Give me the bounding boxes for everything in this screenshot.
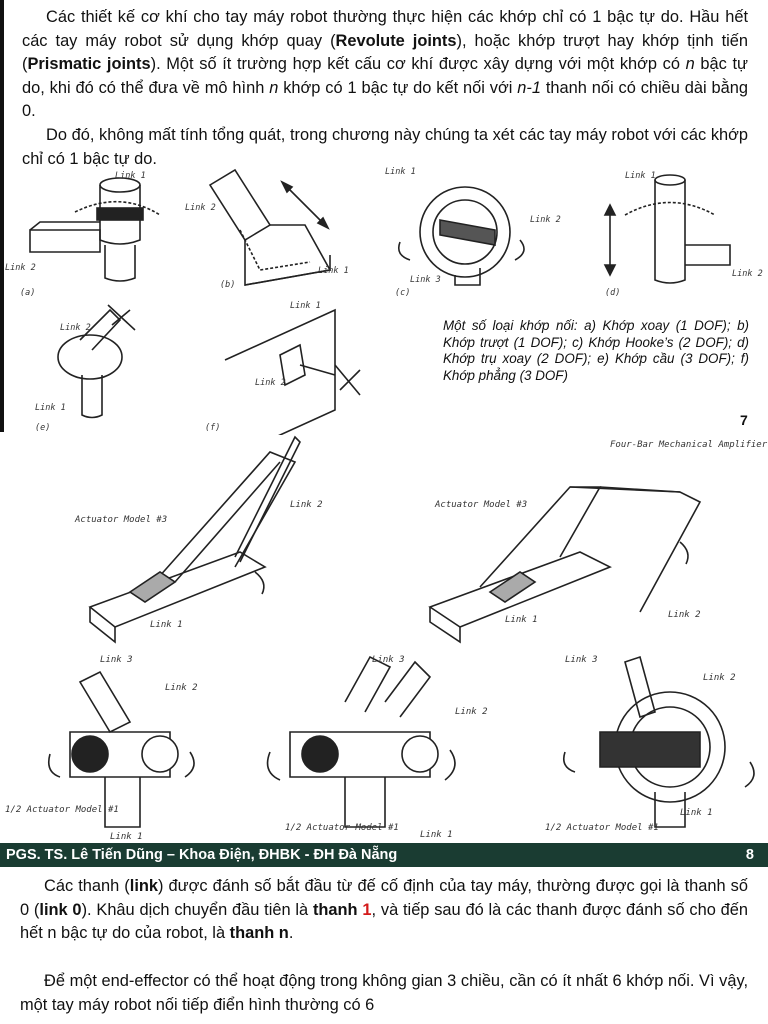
page-number-7: 7	[740, 412, 748, 428]
label-h1-actuator: 1/2 Actuator Model #1	[5, 805, 119, 815]
spherical-joint-drawing	[58, 305, 135, 418]
label-c-link3: Link 3	[410, 275, 441, 285]
paragraph-end-effector: Để một end-effector có thể hoạt động trong không gian 3 chiều, cần có ít nhất 6 khớp nối. Vì vậy, một tay máy robot nối tiếp điển hình thường có 6	[20, 972, 748, 1014]
label-d-link1: Link 1	[625, 171, 656, 181]
hooke-drawing-left	[49, 672, 194, 827]
label-h2-link1: Link 1	[420, 830, 453, 840]
label-b-link1: Link 1	[318, 266, 349, 276]
footer-author: PGS. TS. Lê Tiến Dũng – Khoa Điện, ĐHBK - ĐH Đà Nẵng	[6, 847, 398, 863]
label-right-link1: Link 1	[505, 615, 538, 625]
label-h3-link2: Link 2	[703, 673, 736, 683]
paragraph-joint-design: Các thiết kế cơ khí cho tay máy robot thường thực hiện các khớp chỉ có 1 bậc tự do. Hầu hết các tay máy robot sử dụng khớp quay (Revolute joints), hoặc khớp trượt hay khớp tịnh tiến (Prismatic joints). Một số ít trường hợp kết cấu cơ khí được xây dựng với một khớp có n bậc tự do, khi đó có thể đưa về mô hình n khớp có 1 bậc tự do kết nối với n-1 thanh nối có chiều dài bằng 0.	[22, 8, 749, 121]
label-a-link2: Link 2	[5, 263, 36, 273]
label-h2-link3: Link 3	[372, 655, 405, 665]
label-left-link1: Link 1	[150, 620, 183, 630]
label-b: (b)	[220, 280, 236, 290]
paragraph-link-numbering: Các thanh (link) được đánh số bắt đầu từ đế cố định của tay máy, thường được gọi là thanh số 0 (link 0). Khâu dịch chuyển đầu tiên là thanh 1, và tiếp sau đó là các thanh được đánh số cho đến hết n bậc tự do của robot, là thanh n.	[20, 877, 748, 943]
label-f: (f)	[205, 423, 221, 433]
label-a: (a)	[20, 288, 36, 298]
label-d: (d)	[605, 288, 621, 298]
label-f-link2: Link 2	[255, 378, 286, 388]
label-right-link2: Link 2	[668, 610, 701, 620]
label-h1-link1: Link 1	[110, 832, 143, 842]
label-h3-link1: Link 1	[680, 808, 713, 818]
revolute-joint-drawing	[30, 178, 160, 281]
linkage-drawing-right	[430, 487, 700, 642]
actuator-linkage-figure	[0, 432, 768, 842]
page-footer	[0, 843, 768, 867]
label-f-link1: Link 1	[290, 301, 321, 311]
label-left-actuator: Actuator Model #3	[75, 515, 168, 525]
cylindrical-joint-drawing	[605, 175, 730, 283]
label-h2-link2: Link 2	[455, 707, 488, 717]
label-e-link2: Link 2	[60, 323, 91, 333]
label-h2-actuator: 1/2 Actuator Model #1	[285, 823, 399, 833]
label-b-link2: Link 2	[185, 203, 216, 213]
label-h1-link3: Link 3	[100, 655, 133, 665]
prismatic-joint-drawing	[210, 170, 330, 285]
label-c: (c)	[395, 288, 411, 298]
label-h3-link3: Link 3	[565, 655, 598, 665]
label-h3-actuator: 1/2 Actuator Model #1	[545, 823, 659, 833]
hooke-joint-drawing	[399, 187, 524, 285]
planar-joint-drawing	[225, 310, 360, 435]
label-c-link2: Link 2	[530, 215, 561, 225]
label-h1-link2: Link 2	[165, 683, 198, 693]
label-e: (e)	[35, 423, 51, 433]
label-c-link1: Link 1	[385, 167, 416, 177]
label-fourbar: Four-Bar Mechanical Amplifier	[610, 440, 768, 450]
page-number-8: 8	[745, 847, 754, 863]
joint-types-caption: Một số loại khớp nối: a) Khớp xoay (1 DOF); b) Khớp trượt (1 DOF); c) Khớp Hooke’s (2 DOF); d) Khớp trụ xoay (2 DOF); e) Khớp cầu (3 DOF); f) Khớp phẳng (3 DOF)	[443, 318, 749, 383]
label-left-link2: Link 2	[290, 500, 323, 510]
paragraph-generality: Do đó, không mất tính tổng quát, trong chương này chúng ta xét các tay máy robot với các khớp chỉ có 1 bậc tự do.	[22, 126, 748, 168]
label-right-actuator: Actuator Model #3	[435, 500, 528, 510]
label-e-link1: Link 1	[35, 403, 66, 413]
label-a-link1: Link 1	[115, 171, 146, 181]
hooke-drawing-center	[268, 657, 455, 827]
joint-types-figure	[0, 160, 768, 435]
label-d-link2: Link 2	[732, 269, 763, 279]
linkage-drawing-left	[90, 437, 300, 642]
